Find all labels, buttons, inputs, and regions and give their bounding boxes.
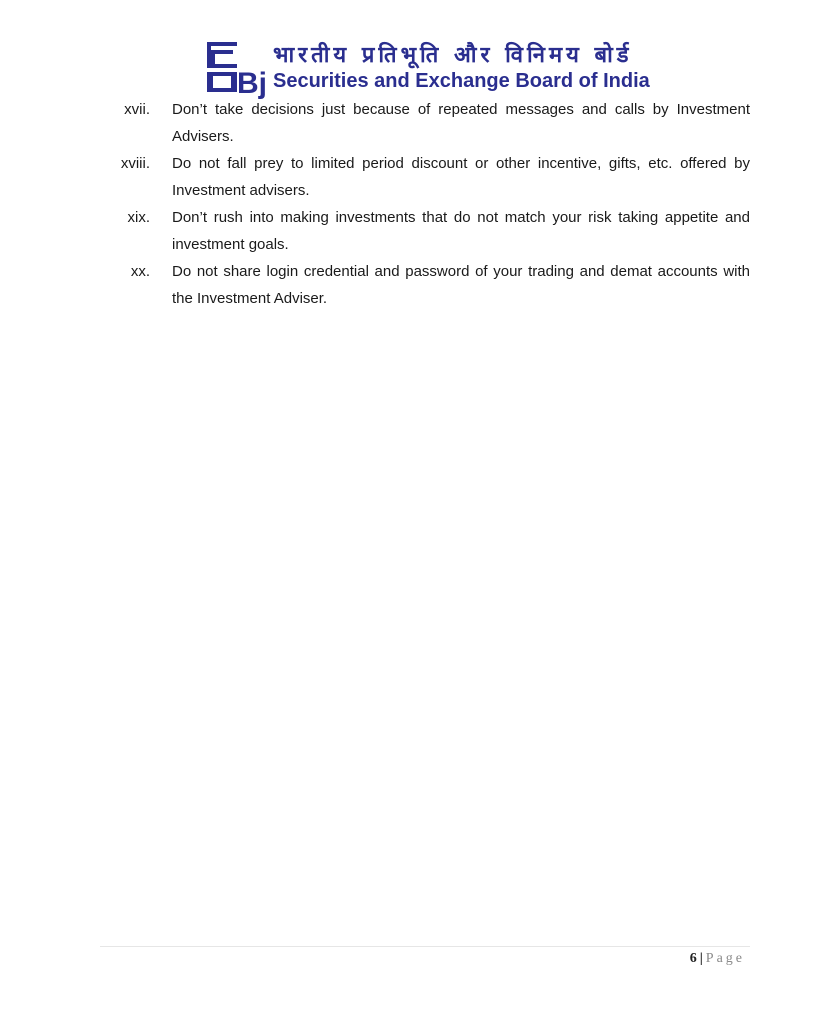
page-number: 6 [689, 951, 697, 966]
page-label: Page [705, 951, 745, 966]
list-item-text: Do not fall prey to limited period discount or other incentive, gifts, etc. offered by Investment advisers. [172, 155, 750, 199]
list-item-text: Don’t take decisions just because of repeated messages and calls by Investment Advisers. [172, 101, 750, 145]
list-item-text: Don’t rush into making investments that do not match your risk taking appetite and investment goals. [172, 209, 750, 253]
list-item [110, 150, 750, 204]
list-item [110, 96, 750, 150]
page-footer [690, 951, 745, 967]
english-title: Securities and Exchange Board of India [273, 70, 650, 92]
dont-list [110, 96, 750, 312]
hindi-title: भारतीय प्रतिभूति और विनिमय बोर्ड [273, 43, 633, 68]
list-item [110, 204, 750, 258]
list-item-number: xvii. [124, 101, 150, 118]
footer-divider [100, 946, 750, 947]
svg-text:Bj: Bj [237, 67, 267, 100]
list-item-number: xx. [130, 263, 150, 280]
list-item-text: Do not share login credential and password of your trading and demat accounts with the Investment Adviser. [172, 263, 750, 307]
list-item [110, 258, 750, 312]
sebi-logo-icon [207, 42, 267, 100]
document-header [207, 42, 650, 98]
page-separator: | [699, 951, 703, 966]
list-item-number: xix. [127, 209, 150, 226]
list-item-number: xviii. [120, 155, 150, 172]
